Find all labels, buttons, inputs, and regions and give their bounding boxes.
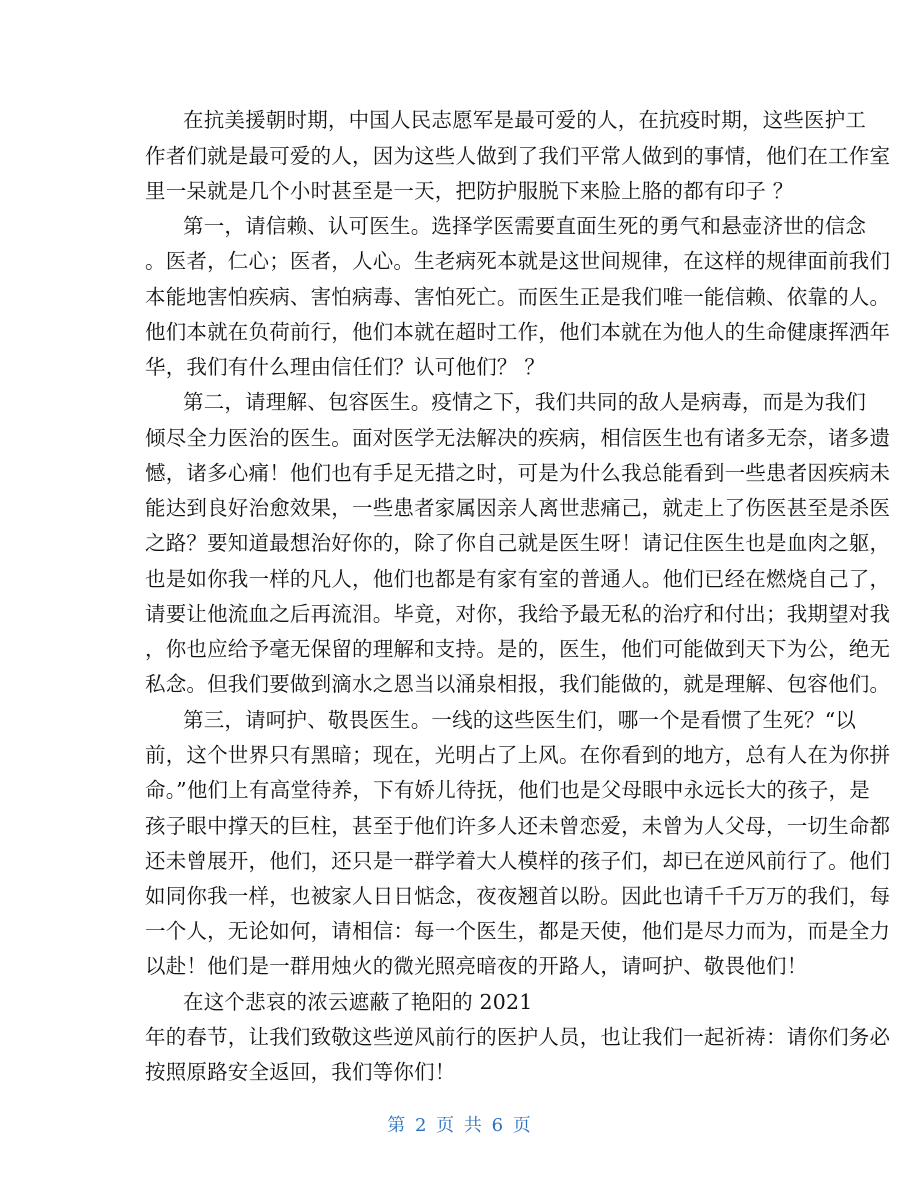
paragraph-3-line-7: 请要让他流血之后再流泪。毕竟，对你，我给予最无私的治疗和付出；我期望对我	[145, 602, 891, 626]
paragraph-3-line-1: 第二，请理解、包容医生。疫情之下，我们共同的敌人是病毒，而是为我们	[183, 390, 867, 414]
paragraph-3-line-9: 私念。但我们要做到滴水之恩当以涌泉相报，我们能做的，就是理解、包容他们。	[145, 672, 891, 696]
paragraph-2-line-4: 他们本就在负荷前行，他们本就在超时工作，他们本就在为他人的生命健康挥洒年	[145, 320, 891, 344]
paragraph-2-line-2: 。医者，仁心；医者，人心。生老病死本就是这世间规律，在这样的规律面前我们	[145, 249, 891, 273]
paragraph-5-line-2: 年的春节，让我们致敬这些逆风前行的医护人员，也让我们一起祈祷：请你们务必	[145, 1025, 891, 1049]
paragraph-2-line-3: 本能地害怕疾病、害怕病毒、害怕死亡。而医生正是我们唯一能信赖、依靠的人。	[145, 285, 891, 309]
paragraph-4-line-6: 如同你我一样，也被家人日日惦念，夜夜翘首以盼。因此也请千千万万的我们，每	[145, 884, 891, 908]
paragraph-1-line-3: 里一呆就是几个小时甚至是一天，把防护服脱下来脸上胳的都有印子 ？	[145, 179, 794, 203]
paragraph-3-line-5: 之路？要知道最想治好你的，除了你自己就是医生呀！请记住医生也是血肉之躯，	[145, 531, 891, 555]
paragraph-2-line-1: 第一，请信赖、认可医生。选择学医需要直面生死的勇气和悬壶济世的信念	[183, 214, 867, 238]
paragraph-3-line-8: ，你也应给予毫无保留的理解和支持。是的，医生，他们可能做到天下为公，绝无	[145, 637, 891, 661]
paragraph-5-line-1: 在这个悲哀的浓云遮蔽了艳阳的 2021	[183, 990, 533, 1014]
paragraph-1-line-2: 作者们就是最可爱的人，因为这些人做到了我们平常人做到的事情，他们在工作室	[145, 144, 891, 168]
paragraph-4-line-2: 前，这个世界只有黑暗；现在，光明占了上风。在你看到的地方，总有人在为你拼	[145, 743, 891, 767]
paragraph-4-line-8: 以赴！他们是一群用烛火的微光照亮暗夜的开路人，请呵护、敬畏他们！	[145, 954, 808, 978]
paragraph-4-line-1: 第三，请呵护、敬畏医生。一线的这些医生们，哪一个是看惯了生死？“以	[183, 708, 857, 732]
page-number-footer: 第 2 页 共 6 页	[387, 1115, 533, 1136]
paragraph-3-line-4: 能达到良好治愈效果，一些患者家属因亲人离世悲痛己，就走上了伤医甚至是杀医	[145, 496, 891, 520]
paragraph-3-line-3: 憾，诸多心痛！他们也有手足无措之时，可是为什么我总能看到一些患者因疾病未	[145, 461, 891, 485]
paragraph-4-line-4: 孩子眼中撑天的巨柱，甚至于他们许多人还未曾恋爱，未曾为人父母，一切生命都	[145, 814, 891, 838]
paragraph-3-line-2: 倾尽全力医治的医生。面对医学无法解决的疾病，相信医生也有诸多无奈，诸多遗	[145, 426, 891, 450]
paragraph-1-line-1: 在抗美援朝时期，中国人民志愿军是最可爱的人，在抗疫时期，这些医护工	[183, 108, 867, 132]
paragraph-4-line-5: 还未曾展开，他们，还只是一群学着大人模样的孩子们，却已在逆风前行了。他们	[145, 849, 891, 873]
paragraph-5-line-3: 按照原路安全返回，我们等你们！	[145, 1060, 456, 1084]
paragraph-3-line-6: 也是如你我一样的凡人，他们也都是有家有室的普通人。他们已经在燃烧自己了，	[145, 567, 891, 591]
paragraph-4-line-3: 命。”他们上有高堂待养，下有娇儿待抚，他们也是父母眼中永远长大的孩子，是	[145, 778, 870, 802]
paragraph-4-line-7: 一个人，无论如何，请相信：每一个医生，都是天使，他们是尽力而为，而是全力	[145, 919, 891, 943]
paragraph-2-line-5: 华，我们有什么理由信任们？认可他们？ ？	[145, 355, 546, 379]
